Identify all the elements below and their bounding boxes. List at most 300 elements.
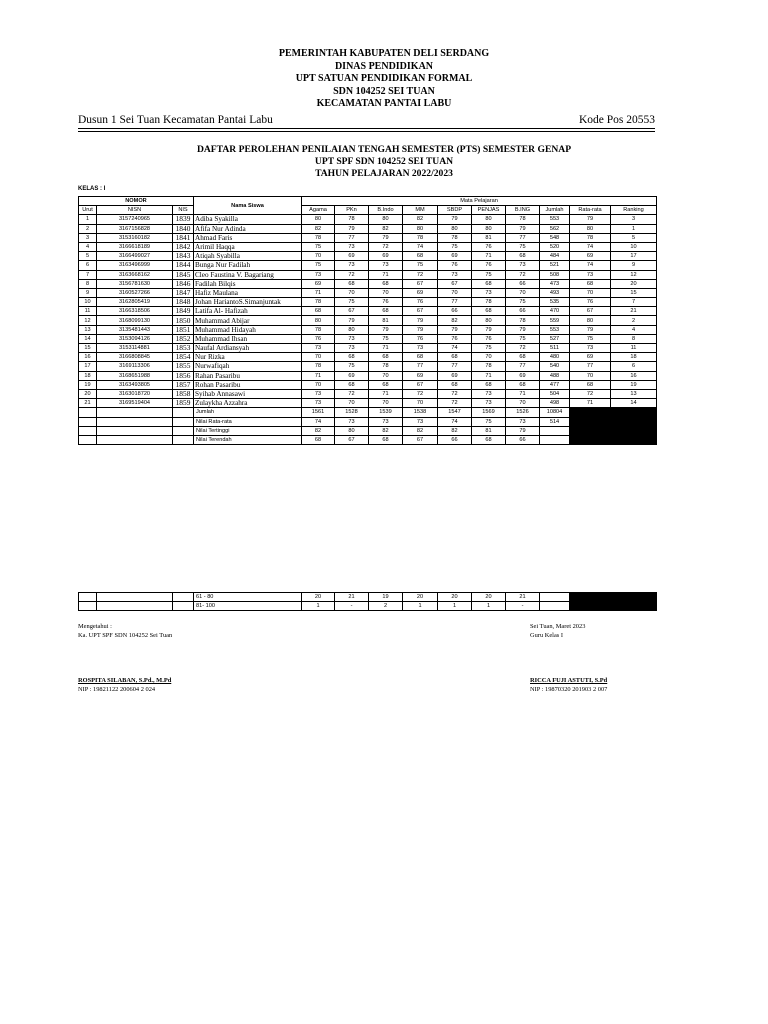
table-row	[79, 270, 657, 279]
signature-left	[78, 622, 172, 694]
cell-nama-siswa: Hafiz Maulana	[194, 288, 302, 297]
summary-mm: 1538	[403, 408, 438, 417]
document-title	[0, 144, 768, 179]
cell-nis: 1852	[173, 334, 194, 343]
cell-ranking: 1	[611, 224, 657, 233]
summary-jumlah: 10804	[540, 408, 570, 417]
distribution-range: 81- 100	[194, 602, 302, 611]
cell-bing: 71	[506, 389, 540, 398]
summary-row	[79, 417, 657, 426]
cell-agama: 75	[302, 261, 335, 270]
signature-left-nip: NIP : 19821122 200604 2 024	[78, 686, 156, 693]
cell-agama: 70	[302, 252, 335, 261]
summary-sbdp: 74	[438, 417, 472, 426]
cell-nis: 1845	[173, 270, 194, 279]
cell-rata-rata: 80	[570, 224, 611, 233]
cell-bing: 77	[506, 233, 540, 242]
empty-cell	[97, 435, 173, 444]
cell-rata-rata: 69	[570, 252, 611, 261]
cell-sbdp: 82	[438, 316, 472, 325]
distribution-agama: 20	[302, 593, 335, 602]
empty-cell	[540, 593, 570, 602]
header-rule-thin	[78, 131, 655, 132]
empty-cell	[79, 435, 97, 444]
table-row	[79, 316, 657, 325]
cell-bing: 68	[506, 252, 540, 261]
cell-bindo: 82	[369, 224, 403, 233]
class-label: KELAS : I	[78, 186, 106, 192]
letterhead-line-5: KECAMATAN PANTAI LABU	[316, 98, 452, 110]
cell-bing: 66	[506, 307, 540, 316]
cell-sbdp: 79	[438, 325, 472, 334]
cell-sbdp: 76	[438, 261, 472, 270]
cell-nisn: 3160527266	[97, 288, 173, 297]
distribution-sbdp: 1	[438, 602, 472, 611]
table-row	[79, 353, 657, 362]
distribution-row	[79, 593, 657, 602]
cell-sbdp: 72	[438, 389, 472, 398]
cell-mm: 79	[403, 325, 438, 334]
cell-nama-siswa: Johan HariantoS.Simanjuntak	[194, 298, 302, 307]
cell-jumlah: 527	[540, 334, 570, 343]
distribution-mm: 20	[403, 593, 438, 602]
cell-nama-siswa: Ahmad Faris	[194, 233, 302, 242]
cell-mm: 80	[403, 224, 438, 233]
cell-bindo: 79	[369, 233, 403, 242]
cell-rata-rata: 70	[570, 371, 611, 380]
summary-penjas: 81	[472, 426, 506, 435]
cell-bindo: 73	[369, 261, 403, 270]
cell-agama: 71	[302, 288, 335, 297]
table-row	[79, 334, 657, 343]
cell-pkn: 68	[335, 353, 369, 362]
empty-cell	[173, 435, 194, 444]
cell-urut: 18	[79, 371, 97, 380]
summary-pkn: 80	[335, 426, 369, 435]
cell-mm: 75	[403, 261, 438, 270]
cell-rata-rata: 73	[570, 344, 611, 353]
cell-nama-siswa: Rahan Pasaribu	[194, 371, 302, 380]
signature-left-line-2: Ka. UPT SPF SDN 104252 Sei Tuan	[78, 632, 173, 639]
cell-bing: 78	[506, 316, 540, 325]
cell-nisn: 3153094126	[97, 334, 173, 343]
cell-nis: 1842	[173, 242, 194, 251]
summary-bing: 1526	[506, 408, 540, 417]
cell-nis: 1848	[173, 298, 194, 307]
empty-cell	[97, 417, 173, 426]
grades-table	[78, 196, 657, 445]
cell-bindo: 70	[369, 371, 403, 380]
cell-urut: 20	[79, 389, 97, 398]
cell-sbdp: 73	[438, 270, 472, 279]
cell-bing: 79	[506, 224, 540, 233]
distribution-penjas: 1	[472, 602, 506, 611]
table-row	[79, 242, 657, 251]
cell-nis: 1843	[173, 252, 194, 261]
cell-mm: 79	[403, 316, 438, 325]
cell-mm: 68	[403, 252, 438, 261]
cell-nisn: 3153160182	[97, 233, 173, 242]
cell-urut: 11	[79, 307, 97, 316]
header-nis: NIS	[173, 206, 194, 215]
table-row	[79, 261, 657, 270]
cell-penjas: 68	[472, 380, 506, 389]
table-row	[79, 362, 657, 371]
cell-nisn: 3166318506	[97, 307, 173, 316]
cell-jumlah: 535	[540, 298, 570, 307]
cell-penjas: 70	[472, 353, 506, 362]
cell-agama: 73	[302, 270, 335, 279]
summary-bing: 79	[506, 426, 540, 435]
cell-bindo: 78	[369, 362, 403, 371]
cell-nisn: 3162805419	[97, 298, 173, 307]
cell-pkn: 79	[335, 316, 369, 325]
cell-urut: 19	[79, 380, 97, 389]
cell-bing: 77	[506, 362, 540, 371]
cell-agama: 69	[302, 279, 335, 288]
cell-mm: 76	[403, 298, 438, 307]
cell-bindo: 75	[369, 334, 403, 343]
cell-penjas: 80	[472, 224, 506, 233]
distribution-penjas: 20	[472, 593, 506, 602]
letterhead-line-4: SDN 104252 SEI TUAN	[333, 85, 435, 97]
signature-right	[530, 622, 607, 694]
cell-ranking: 13	[611, 389, 657, 398]
cell-bing: 72	[506, 270, 540, 279]
blacked-out-cell	[570, 435, 657, 444]
cell-sbdp: 79	[438, 215, 472, 224]
cell-urut: 7	[79, 270, 97, 279]
cell-jumlah: 504	[540, 389, 570, 398]
cell-nama-siswa: Muhammad Ihsan	[194, 334, 302, 343]
cell-nama-siswa: Muhammad Hidayah	[194, 325, 302, 334]
cell-sbdp: 66	[438, 307, 472, 316]
cell-pkn: 73	[335, 242, 369, 251]
cell-rata-rata: 74	[570, 261, 611, 270]
header-agama: Agama	[302, 206, 335, 215]
summary-bindo: 68	[369, 435, 403, 444]
table-row	[79, 389, 657, 398]
table-row	[79, 380, 657, 389]
cell-rata-rata: 75	[570, 334, 611, 343]
cell-bing: 73	[506, 261, 540, 270]
cell-agama: 70	[302, 380, 335, 389]
cell-sbdp: 72	[438, 399, 472, 408]
cell-nama-siswa: Syihab Annasawi	[194, 389, 302, 398]
table-row	[79, 288, 657, 297]
blacked-out-cell	[570, 593, 657, 602]
distribution-bing: -	[506, 602, 540, 611]
summary-mm: 82	[403, 426, 438, 435]
distribution-mm: 1	[403, 602, 438, 611]
cell-penjas: 76	[472, 242, 506, 251]
letterhead-line-1: PEMERINTAH KABUPATEN DELI SERDANG	[278, 48, 490, 59]
cell-urut: 1	[79, 215, 97, 224]
blacked-out-cell	[570, 426, 657, 435]
cell-pkn: 73	[335, 334, 369, 343]
cell-rata-rata: 78	[570, 233, 611, 242]
cell-agama: 71	[302, 371, 335, 380]
cell-nama-siswa: Fadilah Bilqis	[194, 279, 302, 288]
signature-left-line-1: Mengetahui :	[78, 623, 112, 630]
cell-bindo: 70	[369, 288, 403, 297]
cell-ranking: 20	[611, 279, 657, 288]
cell-agama: 78	[302, 362, 335, 371]
empty-cell	[540, 602, 570, 611]
cell-sbdp: 68	[438, 380, 472, 389]
cell-ranking: 7	[611, 298, 657, 307]
cell-jumlah: 508	[540, 270, 570, 279]
summary-bindo: 73	[369, 417, 403, 426]
cell-nisn: 3163496999	[97, 261, 173, 270]
cell-bing: 69	[506, 371, 540, 380]
cell-bing: 75	[506, 298, 540, 307]
header-row-2	[79, 206, 657, 215]
cell-bing: 70	[506, 288, 540, 297]
cell-pkn: 79	[335, 224, 369, 233]
cell-ranking: 3	[611, 215, 657, 224]
cell-bindo: 69	[369, 252, 403, 261]
cell-jumlah: 470	[540, 307, 570, 316]
summary-label: Nilai Tertinggi	[194, 426, 302, 435]
blacked-out-cell	[570, 408, 657, 417]
empty-cell	[79, 417, 97, 426]
cell-nis: 1847	[173, 288, 194, 297]
empty-cell	[79, 426, 97, 435]
table-row	[79, 279, 657, 288]
letterhead	[0, 48, 768, 111]
cell-rata-rata: 70	[570, 288, 611, 297]
cell-pkn: 72	[335, 270, 369, 279]
empty-cell	[173, 417, 194, 426]
empty-cell	[173, 408, 194, 417]
cell-pkn: 67	[335, 307, 369, 316]
header-rata-rata: Rata-rata	[570, 206, 611, 215]
cell-mm: 67	[403, 307, 438, 316]
student-rows	[79, 215, 657, 408]
cell-nis: 1855	[173, 362, 194, 371]
cell-nisn: 3157240965	[97, 215, 173, 224]
header-jumlah: Jumlah	[540, 206, 570, 215]
cell-urut: 2	[79, 224, 97, 233]
cell-penjas: 78	[472, 362, 506, 371]
cell-nama-siswa: Bunga Nur Fadilah	[194, 261, 302, 270]
cell-pkn: 70	[335, 399, 369, 408]
letterhead-line-3: UPT SATUAN PENDIDIKAN FORMAL	[295, 73, 473, 85]
distribution-range: 61 - 80	[194, 593, 302, 602]
cell-sbdp: 77	[438, 362, 472, 371]
cell-nis: 1853	[173, 344, 194, 353]
cell-jumlah: 520	[540, 242, 570, 251]
cell-jumlah: 484	[540, 252, 570, 261]
cell-bindo: 68	[369, 353, 403, 362]
summary-jumlah	[540, 426, 570, 435]
cell-agama: 80	[302, 215, 335, 224]
header-mata-pelajaran: Mata Pelajaran	[302, 197, 657, 206]
cell-bindo: 76	[369, 298, 403, 307]
cell-nisn: 3169519404	[97, 399, 173, 408]
cell-urut: 10	[79, 298, 97, 307]
cell-bing: 72	[506, 344, 540, 353]
distribution-row	[79, 602, 657, 611]
summary-agama: 74	[302, 417, 335, 426]
header-row-1	[79, 197, 657, 206]
cell-rata-rata: 80	[570, 316, 611, 325]
cell-urut: 17	[79, 362, 97, 371]
cell-agama: 80	[302, 316, 335, 325]
cell-sbdp: 78	[438, 233, 472, 242]
cell-rata-rata: 77	[570, 362, 611, 371]
cell-mm: 77	[403, 362, 438, 371]
cell-mm: 72	[403, 270, 438, 279]
distribution-bing: 21	[506, 593, 540, 602]
summary-penjas: 75	[472, 417, 506, 426]
summary-agama: 82	[302, 426, 335, 435]
summary-row	[79, 426, 657, 435]
cell-ranking: 9	[611, 261, 657, 270]
cell-nama-siswa: Arimil Haqqa	[194, 242, 302, 251]
summary-sbdp: 66	[438, 435, 472, 444]
title-line-2: UPT SPF SDN 104252 SEI TUAN	[314, 155, 454, 167]
cell-ranking: 5	[611, 233, 657, 242]
cell-penjas: 80	[472, 215, 506, 224]
summary-agama: 68	[302, 435, 335, 444]
cell-bindo: 71	[369, 389, 403, 398]
cell-sbdp: 76	[438, 334, 472, 343]
title-line-1: DAFTAR PEROLEHAN PENILAIAN TENGAH SEMESTER (PTS) SEMESTER GENAP	[196, 144, 572, 155]
summary-pkn: 67	[335, 435, 369, 444]
cell-bindo: 70	[369, 399, 403, 408]
cell-nis: 1850	[173, 316, 194, 325]
table-row	[79, 224, 657, 233]
cell-jumlah: 521	[540, 261, 570, 270]
cell-jumlah: 480	[540, 353, 570, 362]
distribution-pkn: -	[335, 602, 369, 611]
header-urut: Urut	[79, 206, 97, 215]
cell-jumlah: 562	[540, 224, 570, 233]
cell-urut: 12	[79, 316, 97, 325]
cell-jumlah: 498	[540, 399, 570, 408]
cell-pkn: 78	[335, 215, 369, 224]
cell-agama: 76	[302, 334, 335, 343]
cell-jumlah: 488	[540, 371, 570, 380]
cell-nama-siswa: Muhammad Abijar	[194, 316, 302, 325]
cell-ranking: 12	[611, 270, 657, 279]
header-nomor: NOMOR	[79, 197, 194, 206]
cell-nis: 1859	[173, 399, 194, 408]
cell-bing: 75	[506, 334, 540, 343]
table-row	[79, 298, 657, 307]
cell-nis: 1856	[173, 371, 194, 380]
cell-nis: 1857	[173, 380, 194, 389]
cell-jumlah: 511	[540, 344, 570, 353]
distribution-agama: 1	[302, 602, 335, 611]
cell-rata-rata: 71	[570, 399, 611, 408]
summary-jumlah: 514	[540, 417, 570, 426]
cell-penjas: 75	[472, 344, 506, 353]
cell-bindo: 68	[369, 380, 403, 389]
cell-jumlah: 473	[540, 279, 570, 288]
cell-mm: 74	[403, 242, 438, 251]
cell-rata-rata: 74	[570, 242, 611, 251]
empty-cell	[79, 408, 97, 417]
cell-urut: 14	[79, 334, 97, 343]
summary-mm: 73	[403, 417, 438, 426]
cell-pkn: 72	[335, 389, 369, 398]
cell-pkn: 75	[335, 298, 369, 307]
cell-bing: 79	[506, 325, 540, 334]
cell-sbdp: 68	[438, 353, 472, 362]
cell-penjas: 80	[472, 316, 506, 325]
cell-ranking: 4	[611, 325, 657, 334]
header-pkn: PKn	[335, 206, 369, 215]
empty-cell	[79, 593, 97, 602]
table-row	[79, 344, 657, 353]
cell-bindo: 68	[369, 307, 403, 316]
header-bing: B.ING	[506, 206, 540, 215]
cell-pkn: 73	[335, 261, 369, 270]
cell-sbdp: 67	[438, 279, 472, 288]
cell-urut: 3	[79, 233, 97, 242]
cell-mm: 68	[403, 353, 438, 362]
empty-cell	[97, 593, 173, 602]
cell-nama-siswa: Adiba Syakilla	[194, 215, 302, 224]
cell-nisn: 3153114881	[97, 344, 173, 353]
cell-agama: 68	[302, 307, 335, 316]
header-nama-siswa: Nama Siswa	[194, 197, 302, 215]
cell-agama: 78	[302, 298, 335, 307]
distribution-pkn: 21	[335, 593, 369, 602]
table-row	[79, 371, 657, 380]
summary-label: Jumlah	[194, 408, 302, 417]
cell-mm: 69	[403, 288, 438, 297]
cell-sbdp: 69	[438, 252, 472, 261]
cell-penjas: 75	[472, 270, 506, 279]
empty-cell	[173, 602, 194, 611]
cell-agama: 73	[302, 344, 335, 353]
cell-nama-siswa: Nurwafiqah	[194, 362, 302, 371]
table-row	[79, 325, 657, 334]
cell-jumlah: 540	[540, 362, 570, 371]
cell-agama: 75	[302, 242, 335, 251]
cell-ranking: 10	[611, 242, 657, 251]
address-left: Dusun 1 Sei Tuan Kecamatan Pantai Labu	[78, 114, 273, 126]
cell-nisn: 3168099130	[97, 316, 173, 325]
summary-penjas: 1569	[472, 408, 506, 417]
cell-pkn: 68	[335, 380, 369, 389]
summary-sbdp: 1547	[438, 408, 472, 417]
cell-nisn: 3169113306	[97, 362, 173, 371]
cell-agama: 82	[302, 224, 335, 233]
cell-sbdp: 70	[438, 288, 472, 297]
cell-bindo: 71	[369, 270, 403, 279]
cell-mm: 72	[403, 389, 438, 398]
cell-sbdp: 69	[438, 371, 472, 380]
header-mm: MM	[403, 206, 438, 215]
cell-sbdp: 74	[438, 344, 472, 353]
cell-pkn: 69	[335, 252, 369, 261]
summary-pkn: 73	[335, 417, 369, 426]
cell-penjas: 73	[472, 288, 506, 297]
cell-sbdp: 75	[438, 242, 472, 251]
cell-jumlah: 559	[540, 316, 570, 325]
cell-urut: 4	[79, 242, 97, 251]
cell-penjas: 68	[472, 279, 506, 288]
letterhead-line-2: DINAS PENDIDIKAN	[334, 60, 434, 72]
cell-nisn: 3166618189	[97, 242, 173, 251]
cell-ranking: 21	[611, 307, 657, 316]
cell-urut: 8	[79, 279, 97, 288]
